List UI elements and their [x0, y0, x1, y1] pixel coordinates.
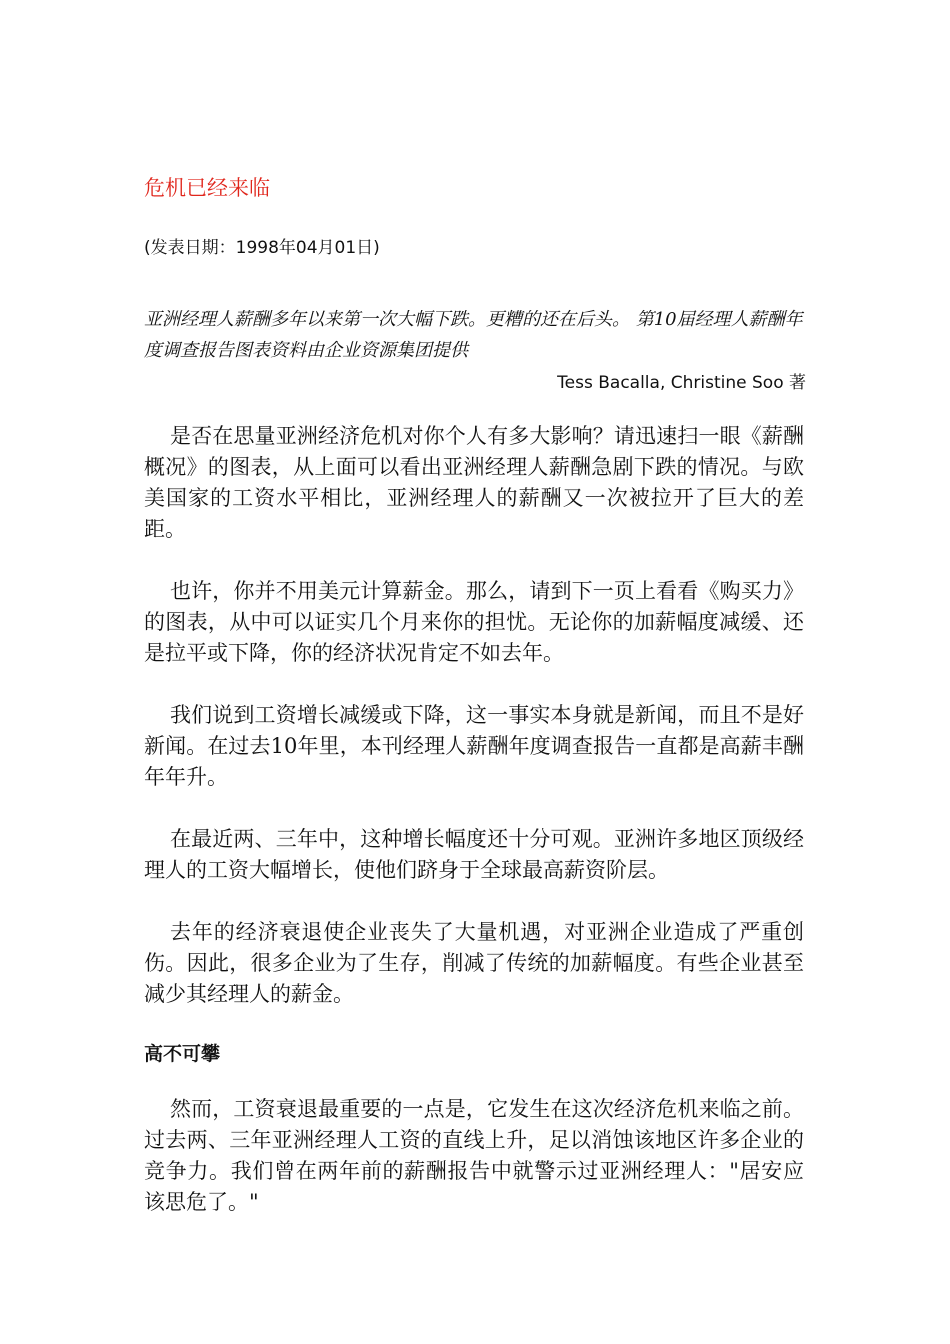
paragraph-2: 也许，你并不用美元计算薪金。那么，请到下一页上看看《购买力》的图表，从中可以证实几个月来你的担忧。无论你的加薪幅度减缓、还是拉平或下降，你的经济状况肯定不如去年。 [144, 579, 804, 665]
section-heading: 高不可攀 [144, 1043, 221, 1065]
article-title: 危机已经来临 [144, 176, 270, 200]
paragraph-4: 在最近两、三年中，这种增长幅度还十分可观。亚洲许多地区顶级经理人的工资大幅增长，使他们跻身于全球最高薪资阶层。 [144, 827, 804, 882]
article-byline: Tess Bacalla, Christine Soo 著 [557, 373, 806, 393]
paragraph-6: 然而，工资衰退最重要的一点是，它发生在这次经济危机来临之前。过去两、三年亚洲经理人工资的直线上升，足以消蚀该地区许多企业的竞争力。我们曾在两年前的薪酬报告中就警示过亚洲经理人："居安应该思危了。" [144, 1097, 804, 1214]
publish-date: (发表日期：1998年04月01日) [144, 238, 380, 258]
paragraph-1: 是否在思量亚洲经济危机对你个人有多大影响？请迅速扫一眼《薪酬概况》的图表，从上面可以看出亚洲经理人薪酬急剧下跌的情况。与欧美国家的工资水平相比，亚洲经理人的薪酬又一次被拉开了巨大的差距。 [144, 424, 804, 541]
article-lead: 亚洲经理人薪酬多年以来第一次大幅下跌。更糟的还在后头。 第10届经理人薪酬年度调查报告图表资料由企业资源集团提供 [144, 309, 803, 361]
paragraph-5: 去年的经济衰退使企业丧失了大量机遇，对亚洲企业造成了严重创伤。因此，很多企业为了生存，削减了传统的加薪幅度。有些企业甚至减少其经理人的薪金。 [144, 920, 804, 1006]
paragraph-3: 我们说到工资增长减缓或下降，这一事实本身就是新闻，而且不是好新闻。在过去10年里，本刊经理人薪酬年度调查报告一直都是高薪丰酬年年升。 [144, 703, 804, 789]
